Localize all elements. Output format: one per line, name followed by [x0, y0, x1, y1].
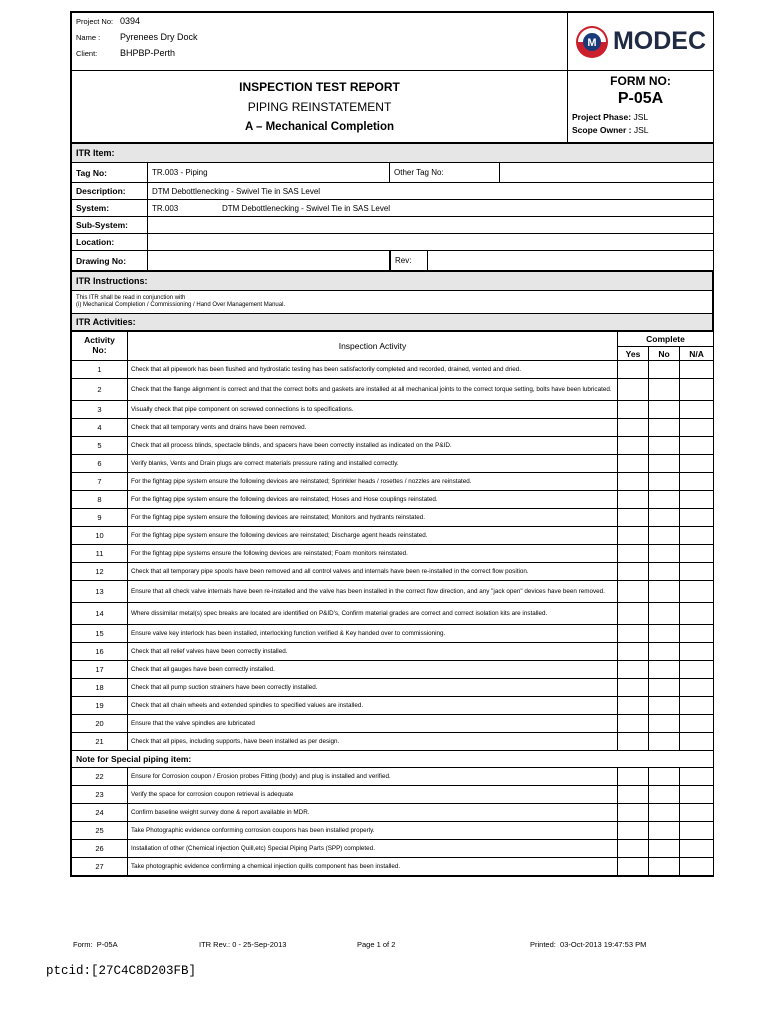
activity-number: 25 [72, 822, 128, 840]
check-na-cell[interactable] [680, 625, 714, 643]
check-yes-cell[interactable] [618, 679, 649, 697]
activity-row [72, 491, 714, 509]
check-na-cell[interactable] [680, 715, 714, 733]
activity-row [72, 455, 714, 473]
form-no-label: FORM NO: [610, 74, 671, 88]
activity-number: 8 [72, 491, 128, 509]
check-yes-cell[interactable] [618, 786, 649, 804]
scope-owner-label: Scope Owner : [572, 125, 632, 135]
check-na-cell[interactable] [680, 661, 714, 679]
check-no-cell[interactable] [649, 401, 680, 419]
check-no-cell[interactable] [649, 455, 680, 473]
check-no-cell[interactable] [649, 786, 680, 804]
footer-form-value: P-05A [96, 940, 118, 949]
activity-number: 17 [72, 661, 128, 679]
activity-number: 20 [72, 715, 128, 733]
form-info [568, 71, 714, 143]
drawing-label: Drawing No: [72, 251, 148, 271]
check-na-cell[interactable] [680, 527, 714, 545]
activity-number: 23 [72, 786, 128, 804]
activity-text: For the fightag pipe systems ensure the following devices are reinstated; Foam monitors reinstated. [128, 545, 618, 563]
activity-number: 12 [72, 563, 128, 581]
activity-number: 3 [72, 401, 128, 419]
scope-owner: JSL [633, 125, 649, 135]
tag-no-value: TR.003 - Piping [148, 163, 390, 183]
description-value: DTM Debottlenecking - Swivel Tie in SAS Level [148, 183, 714, 200]
activity-number: 22 [72, 768, 128, 786]
check-yes-cell[interactable] [618, 697, 649, 715]
instructions-heading: ITR Instructions: [72, 272, 713, 291]
system-code: TR.003 [152, 203, 179, 213]
activity-row [72, 768, 714, 786]
footer-printed [530, 940, 646, 949]
activity-number: 7 [72, 473, 128, 491]
activity-text: Verify the space for corrosion coupon retrieval is adequate [128, 786, 618, 804]
check-no-cell[interactable] [649, 491, 680, 509]
check-na-cell[interactable] [680, 603, 714, 625]
check-na-cell[interactable] [680, 786, 714, 804]
check-yes-cell[interactable] [618, 563, 649, 581]
check-no-cell[interactable] [649, 768, 680, 786]
footer-itr-rev-value: 0 - 25-Sep-2013 [232, 940, 287, 949]
check-yes-cell[interactable] [618, 840, 649, 858]
activity-row [72, 822, 714, 840]
footer-printed-label: Printed: [530, 940, 556, 949]
col-yes: Yes [618, 347, 649, 361]
activities-heading: ITR Activities: [72, 314, 713, 331]
activity-text: Ensure that the valve spindles are lubricated [128, 715, 618, 733]
activity-row [72, 527, 714, 545]
check-yes-cell[interactable] [618, 603, 649, 625]
activity-row [72, 581, 714, 603]
check-no-cell[interactable] [649, 661, 680, 679]
activity-row [72, 473, 714, 491]
activity-text: Check that all pipes, including supports, have been installed as per design. [128, 733, 618, 751]
itr-item-heading: ITR Item: [72, 144, 714, 163]
activity-text: Installation of other (Chemical injection Quill,etc) Special Piping Parts (SPP) completed. [128, 840, 618, 858]
client-name: BHPBP-Perth [120, 48, 176, 58]
check-na-cell[interactable] [680, 473, 714, 491]
check-yes-cell[interactable] [618, 361, 649, 379]
check-na-cell[interactable] [680, 733, 714, 751]
activity-row [72, 401, 714, 419]
activity-row [72, 661, 714, 679]
ptcid-code: ptcid:[27C4C8D203FB] [46, 964, 197, 978]
header-table [71, 12, 714, 143]
activity-row [72, 733, 714, 751]
check-na-cell[interactable] [680, 361, 714, 379]
rev-cell [390, 251, 714, 271]
logo-text: MODEC [612, 27, 707, 55]
check-na-cell[interactable] [680, 697, 714, 715]
activity-number: 21 [72, 733, 128, 751]
instructions-table [71, 271, 713, 331]
system-label: System: [72, 200, 148, 217]
check-na-cell[interactable] [680, 437, 714, 455]
activity-row [72, 679, 714, 697]
activity-text: Verify blanks, Vents and Drain plugs are correct materials pressure rating and installed correctly. [128, 455, 618, 473]
activity-row [72, 419, 714, 437]
activity-number: 14 [72, 603, 128, 625]
check-yes-cell[interactable] [618, 661, 649, 679]
activity-row [72, 509, 714, 527]
check-na-cell[interactable] [680, 822, 714, 840]
check-yes-cell[interactable] [618, 822, 649, 840]
inspection-form [70, 11, 714, 877]
itr-item-table [71, 143, 714, 271]
footer-form-label: Form: [73, 940, 93, 949]
check-na-cell[interactable] [680, 858, 714, 876]
check-no-cell[interactable] [649, 822, 680, 840]
activity-text: Ensure for Corrosion coupon / Erosion probes Fitting (body) and plug is installed and verified. [128, 768, 618, 786]
activity-number: 10 [72, 527, 128, 545]
check-na-cell[interactable] [680, 491, 714, 509]
activity-number: 19 [72, 697, 128, 715]
check-no-cell[interactable] [649, 643, 680, 661]
check-yes-cell[interactable] [618, 733, 649, 751]
check-no-cell[interactable] [649, 581, 680, 603]
modec-emblem-icon [575, 25, 609, 59]
activity-number: 2 [72, 379, 128, 401]
activity-row [72, 786, 714, 804]
project-no-label: Project No: [76, 17, 114, 26]
check-na-cell[interactable] [680, 379, 714, 401]
activity-row [72, 715, 714, 733]
col-inspection-activity: Inspection Activity [128, 332, 618, 361]
tag-no-label: Tag No: [72, 163, 148, 183]
check-yes-cell[interactable] [618, 545, 649, 563]
check-no-cell[interactable] [649, 379, 680, 401]
col-no: No [649, 347, 680, 361]
check-na-cell[interactable] [680, 643, 714, 661]
activity-number: 15 [72, 625, 128, 643]
activity-row [72, 625, 714, 643]
system-description: DTM Debottlenecking - Swivel Tie in SAS Level [222, 203, 391, 213]
location-value [148, 234, 714, 251]
activity-number: 6 [72, 455, 128, 473]
project-no: 0394 [120, 16, 141, 26]
activity-text: Check that the flange alignment is correct and that the correct bolts and gaskets are installed at all mechanical joints to the correct torque setting, bolts have been lubricated. [128, 379, 618, 401]
activity-number: 16 [72, 643, 128, 661]
check-yes-cell[interactable] [618, 768, 649, 786]
activity-text: For the fightag pipe system ensure the following devices are reinstated; Hoses and Hose couplings reinstated. [128, 491, 618, 509]
check-no-cell[interactable] [649, 419, 680, 437]
activity-number: 13 [72, 581, 128, 603]
check-no-cell[interactable] [649, 473, 680, 491]
location-label: Location: [72, 234, 148, 251]
check-no-cell[interactable] [649, 697, 680, 715]
check-na-cell[interactable] [680, 545, 714, 563]
project-phase: JSL [633, 112, 649, 122]
check-yes-cell[interactable] [618, 437, 649, 455]
check-no-cell[interactable] [649, 509, 680, 527]
activity-row [72, 858, 714, 876]
modec-logo [572, 25, 709, 59]
activity-text: For the fightag pipe system ensure the following devices are reinstated; Monitors and hydrants reinstated. [128, 509, 618, 527]
client-label: Client: [76, 49, 98, 58]
check-na-cell[interactable] [680, 419, 714, 437]
title-line-3: A – Mechanical Completion [244, 121, 395, 133]
activity-text: Check that all relief valves have been correctly installed. [128, 643, 618, 661]
check-na-cell[interactable] [680, 455, 714, 473]
footer-printed-value: 03-Oct-2013 19:47:53 PM [560, 940, 647, 949]
check-na-cell[interactable] [680, 840, 714, 858]
activity-row [72, 643, 714, 661]
check-yes-cell[interactable] [618, 625, 649, 643]
check-yes-cell[interactable] [618, 379, 649, 401]
activity-row [72, 563, 714, 581]
system-value [148, 200, 714, 217]
title-line-2: PIPING REINSTATEMENT [247, 100, 392, 114]
rev-value [428, 251, 713, 270]
check-yes-cell[interactable] [618, 643, 649, 661]
check-yes-cell[interactable] [618, 527, 649, 545]
project-info [72, 13, 568, 71]
activity-text: Confirm baseline weight survey done & report available in MDR. [128, 804, 618, 822]
activity-text: Check that all process blinds, spectacle blinds, and spacers have been correctly installed as indicated on the P&ID. [128, 437, 618, 455]
check-yes-cell[interactable] [618, 491, 649, 509]
check-yes-cell[interactable] [618, 473, 649, 491]
col-complete: Complete [618, 332, 714, 347]
activity-row [72, 545, 714, 563]
instructions-text [72, 291, 713, 314]
instructions-line-2: (i) Mechanical Completion / Commissioning / Hand Over Management Manual. [76, 302, 286, 308]
drawing-value [148, 251, 390, 271]
check-na-cell[interactable] [680, 804, 714, 822]
footer-page: Page 1 of 2 [357, 940, 396, 949]
activity-number: 1 [72, 361, 128, 379]
activity-text: Check that all chain wheels and extended spindles to specified values are installed. [128, 697, 618, 715]
check-yes-cell[interactable] [618, 804, 649, 822]
report-title [72, 71, 568, 143]
activity-row [72, 361, 714, 379]
subsystem-value [148, 217, 714, 234]
activity-number: 9 [72, 509, 128, 527]
activity-text: Check that all gauges have been correctly installed. [128, 661, 618, 679]
check-yes-cell[interactable] [618, 419, 649, 437]
activity-text: Check that all pipework has been flushed and hydrostatic testing has been satisfactorily completed and recorded, drained, vented and dried. [128, 361, 618, 379]
logo-cell [568, 13, 714, 71]
project-name: Pyrenees Dry Dock [120, 32, 198, 42]
col-activity-no: Activity No: [72, 332, 128, 361]
special-note-label: Note for Special piping item: [72, 751, 714, 768]
other-tag-label: Other Tag No: [390, 163, 500, 183]
project-phase-label: Project Phase: [572, 112, 632, 122]
check-yes-cell[interactable] [618, 509, 649, 527]
check-no-cell[interactable] [649, 858, 680, 876]
activity-text: Check that all pump suction strainers have been correctly installed. [128, 679, 618, 697]
rev-label: Rev: [390, 251, 428, 270]
check-no-cell[interactable] [649, 545, 680, 563]
check-na-cell[interactable] [680, 509, 714, 527]
activity-text: Ensure valve key interlock has been installed, interlocking function verified & Key handed over to commissioning. [128, 625, 618, 643]
check-no-cell[interactable] [649, 733, 680, 751]
activity-text: Visually check that pipe component on screwed connections is to specifications. [128, 401, 618, 419]
activity-number: 18 [72, 679, 128, 697]
check-no-cell[interactable] [649, 840, 680, 858]
activity-text: Ensure that all check valve internals have been re-installed and the valve has been installed in the correct flow direction, and any "jack open" devices have been removed. [128, 581, 618, 603]
footer-form [73, 940, 118, 949]
activity-text: Where dissimilar metal(s) spec breaks are located are identified on P&ID's, Confirm material grades are correct and correct isolation kits are installed. [128, 603, 618, 625]
check-no-cell[interactable] [649, 527, 680, 545]
activity-number: 24 [72, 804, 128, 822]
check-na-cell[interactable] [680, 563, 714, 581]
check-na-cell[interactable] [680, 401, 714, 419]
check-na-cell[interactable] [680, 679, 714, 697]
check-no-cell[interactable] [649, 715, 680, 733]
activity-text: Take Photographic evidence conforming corrosion coupons has been installed properly. [128, 822, 618, 840]
check-no-cell[interactable] [649, 437, 680, 455]
check-no-cell[interactable] [649, 563, 680, 581]
check-no-cell[interactable] [649, 625, 680, 643]
check-no-cell[interactable] [649, 361, 680, 379]
check-na-cell[interactable] [680, 581, 714, 603]
form-no: P-05A [617, 90, 664, 107]
other-tag-value [500, 163, 714, 183]
activity-row [72, 697, 714, 715]
title-line-1: INSPECTION TEST REPORT [239, 80, 400, 94]
check-na-cell[interactable] [680, 768, 714, 786]
activity-row [72, 379, 714, 401]
check-no-cell[interactable] [649, 603, 680, 625]
activity-row [72, 437, 714, 455]
activity-number: 11 [72, 545, 128, 563]
activities-table [71, 331, 714, 876]
check-yes-cell[interactable] [618, 715, 649, 733]
activity-text: Check that all temporary vents and drains have been removed. [128, 419, 618, 437]
activity-number: 27 [72, 858, 128, 876]
check-yes-cell[interactable] [618, 401, 649, 419]
activity-number: 26 [72, 840, 128, 858]
activity-text: Check that all temporary pipe spools have been removed and all control valves and internals have been re-installed in the correct flow position. [128, 563, 618, 581]
footer-itr-rev-label: ITR Rev.: [199, 940, 231, 949]
footer-itr-rev [199, 940, 286, 949]
activity-text: For the fightag pipe system ensure the following devices are reinstated; Discharge agent heads reinstated. [128, 527, 618, 545]
check-no-cell[interactable] [649, 804, 680, 822]
activity-row [72, 840, 714, 858]
check-yes-cell[interactable] [618, 858, 649, 876]
name-label: Name : [76, 33, 101, 42]
check-yes-cell[interactable] [618, 455, 649, 473]
activity-row [72, 603, 714, 625]
svg-text:M: M [587, 36, 597, 49]
activity-row [72, 804, 714, 822]
subsystem-label: Sub-System: [72, 217, 148, 234]
col-na: N/A [680, 347, 714, 361]
check-no-cell[interactable] [649, 679, 680, 697]
activity-number: 5 [72, 437, 128, 455]
activity-text: For the fightag pipe system ensure the following devices are reinstated; Sprinkler heads / rosettes / nozzles are reinstated. [128, 473, 618, 491]
check-yes-cell[interactable] [618, 581, 649, 603]
description-label: Description: [72, 183, 148, 200]
instructions-line-1: This ITR shall be read in conjunction with [76, 294, 186, 301]
activity-number: 4 [72, 419, 128, 437]
activity-text: Take photographic evidence confirming a chemical injection quills component has been installed. [128, 858, 618, 876]
